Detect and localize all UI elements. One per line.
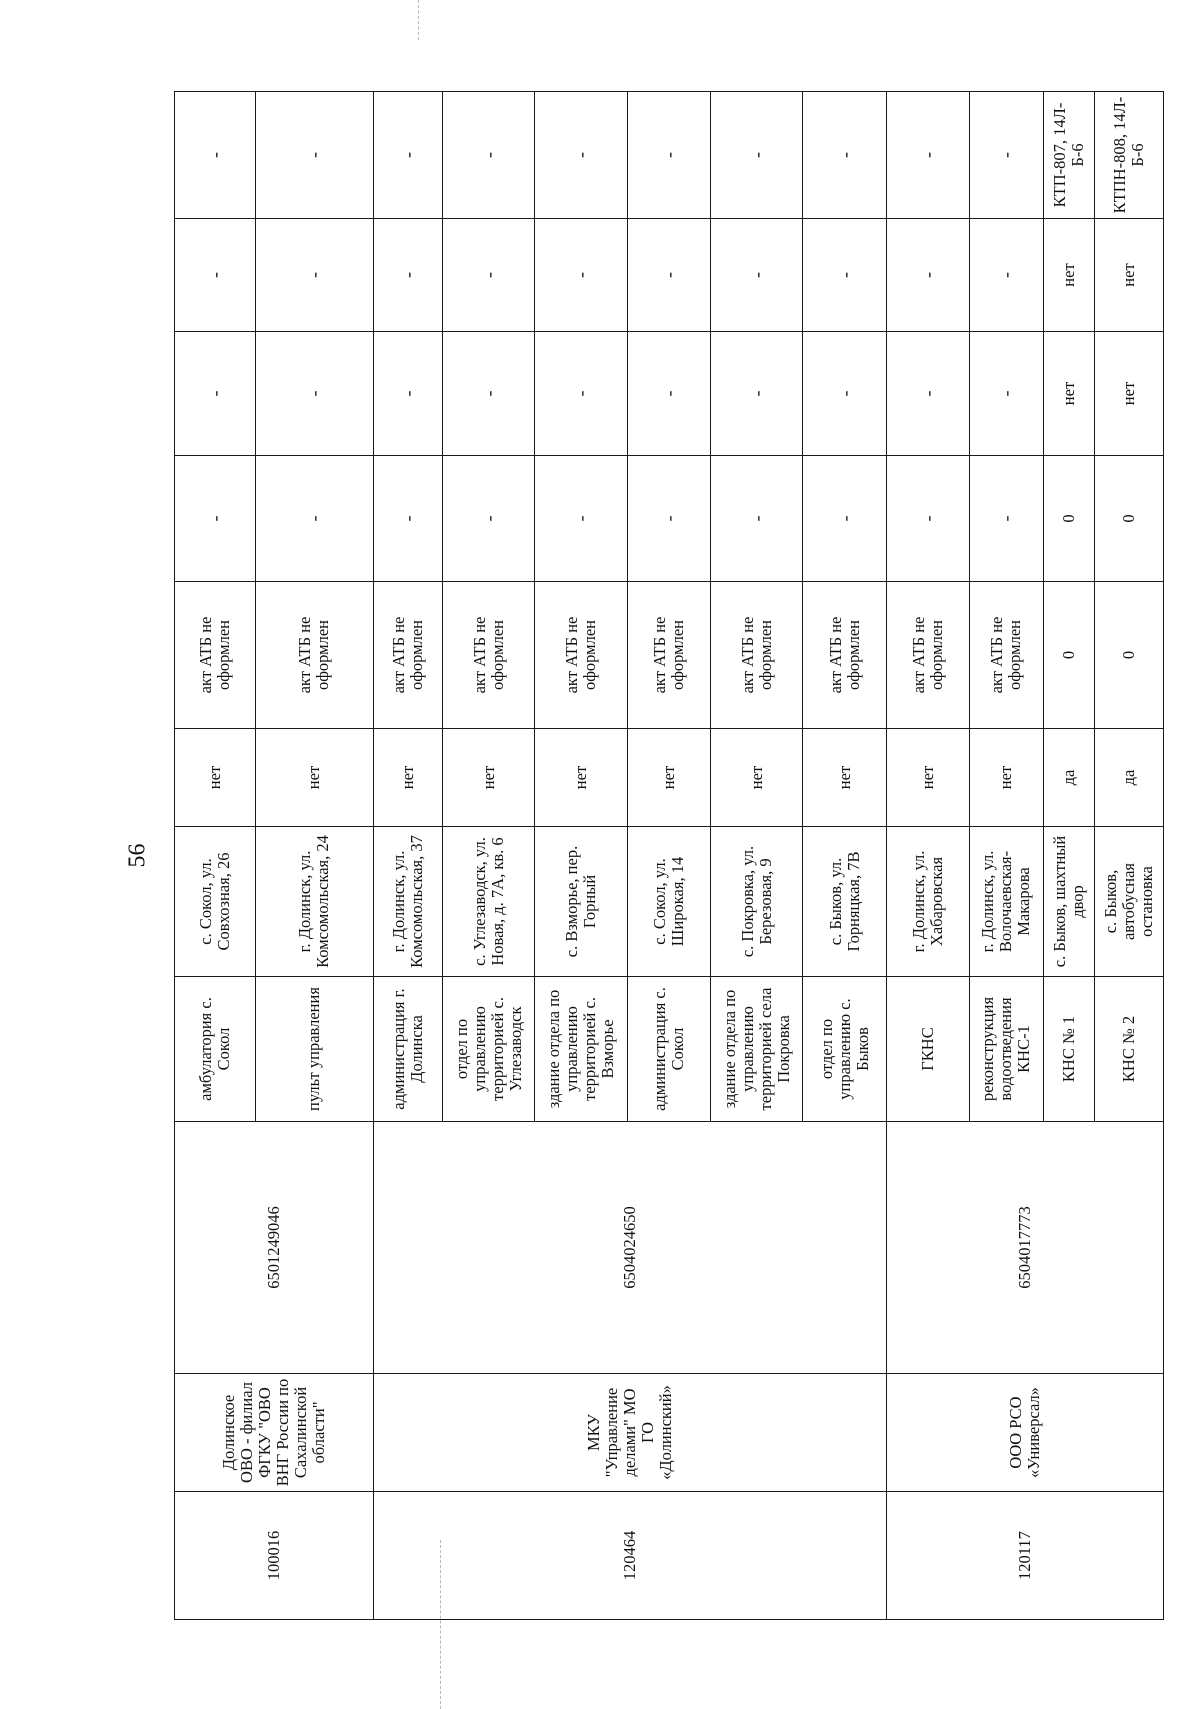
flag-cell: нет [255, 729, 373, 827]
value-cell: - [443, 92, 535, 219]
value-cell: нет [1043, 219, 1094, 332]
value-cell: - [627, 332, 710, 456]
value-cell: - [175, 456, 256, 582]
value-cell: - [886, 332, 969, 456]
value-cell: - [175, 92, 256, 219]
value-cell: - [886, 92, 969, 219]
act-cell: 0 [1094, 582, 1163, 729]
flag-cell: нет [175, 729, 256, 827]
act-cell: акт АТБ не оформлен [373, 582, 442, 729]
object-cell: здание отдела по управлению территорией села Покровка [711, 977, 803, 1122]
value-cell: - [373, 92, 442, 219]
value-cell: - [373, 332, 442, 456]
value-cell: - [627, 456, 710, 582]
flag-cell: нет [535, 729, 627, 827]
act-cell: акт АТБ не оформлен [443, 582, 535, 729]
address-cell: с. Покровка, ул. Березовая, 9 [711, 827, 803, 977]
value-cell: - [711, 219, 803, 332]
value-cell: - [803, 219, 886, 332]
value-cell: - [627, 219, 710, 332]
act-cell: акт АТБ не оформлен [175, 582, 256, 729]
object-cell: отдел по управлению с. Быков [803, 977, 886, 1122]
value-cell: - [443, 332, 535, 456]
data-table [174, 91, 1164, 1620]
rotated-table-sheet [174, 92, 1164, 1620]
scan-artifact-line [418, 0, 419, 40]
value-cell: - [255, 332, 373, 456]
address-cell: г. Долинск, ул. Комсомольская, 24 [255, 827, 373, 977]
table-row [373, 92, 442, 1620]
value-cell: - [443, 456, 535, 582]
value-cell: КТПН-808, 14Л-Б-6 [1094, 92, 1163, 219]
value-cell: - [535, 456, 627, 582]
value-cell: - [803, 332, 886, 456]
address-cell: с. Быков, шахтный двор [1043, 827, 1094, 977]
flag-cell: нет [711, 729, 803, 827]
flag-cell: нет [373, 729, 442, 827]
value-cell: - [886, 219, 969, 332]
table-row [886, 92, 969, 1620]
act-cell: акт АТБ не оформлен [627, 582, 710, 729]
org-cell: Долинское ОВО - филиал ФГКУ "ОВО ВНГ России по Сахалинской области" [175, 1374, 374, 1492]
flag-cell: да [1094, 729, 1163, 827]
value-cell: - [711, 456, 803, 582]
act-cell: акт АТБ не оформлен [255, 582, 373, 729]
value-cell: - [969, 92, 1043, 219]
value-cell: - [627, 92, 710, 219]
value-cell: - [969, 456, 1043, 582]
object-cell: реконструкция водоотведения КНС-1 [969, 977, 1043, 1122]
value-cell: - [535, 92, 627, 219]
value-cell: - [373, 456, 442, 582]
value-cell: - [255, 456, 373, 582]
flag-cell: нет [803, 729, 886, 827]
flag-cell: нет [443, 729, 535, 827]
value-cell: 0 [1094, 456, 1163, 582]
value-cell: - [711, 92, 803, 219]
address-cell: с. Быков, ул. Горняцкая, 7В [803, 827, 886, 977]
org-cell: МКУ "Управление делами" МО ГО «Долинский» [373, 1374, 886, 1492]
flag-cell: нет [969, 729, 1043, 827]
code-cell: 120464 [373, 1492, 886, 1620]
object-cell: отдел по управлению территорией с. Углезаводск [443, 977, 535, 1122]
address-cell: с. Быков, автобусная остановка [1094, 827, 1163, 977]
flag-cell: да [1043, 729, 1094, 827]
value-cell: - [175, 219, 256, 332]
value-cell: КТП-807, 14Л-Б-6 [1043, 92, 1094, 219]
inn-cell: 6504017773 [886, 1122, 1163, 1374]
value-cell: - [969, 219, 1043, 332]
address-cell: с. Сокол, ул. Совхозная, 26 [175, 827, 256, 977]
object-cell: администрация с. Сокол [627, 977, 710, 1122]
act-cell: акт АТБ не оформлен [886, 582, 969, 729]
value-cell: - [711, 332, 803, 456]
value-cell: - [443, 219, 535, 332]
value-cell: - [535, 219, 627, 332]
value-cell: - [255, 92, 373, 219]
object-cell: администрация г. Долинска [373, 977, 442, 1122]
flag-cell: нет [627, 729, 710, 827]
address-cell: с. Сокол, ул. Широкая, 14 [627, 827, 710, 977]
act-cell: 0 [1043, 582, 1094, 729]
value-cell: - [803, 456, 886, 582]
value-cell: - [175, 332, 256, 456]
object-cell: амбулатория с. Сокол [175, 977, 256, 1122]
act-cell: акт АТБ не оформлен [803, 582, 886, 729]
address-cell: с. Взморье, пер. Горный [535, 827, 627, 977]
object-cell: КНС № 1 [1043, 977, 1094, 1122]
inn-cell: 6504024650 [373, 1122, 886, 1374]
address-cell: г. Долинск, ул. Хабаровская [886, 827, 969, 977]
value-cell: нет [1094, 219, 1163, 332]
act-cell: акт АТБ не оформлен [969, 582, 1043, 729]
address-cell: с. Углезаводск, ул. Новая, д. 7А, кв. 6 [443, 827, 535, 977]
code-cell: 100016 [175, 1492, 374, 1620]
value-cell: - [255, 219, 373, 332]
value-cell: - [803, 92, 886, 219]
address-cell: г. Долинск, ул. Комсомольская, 37 [373, 827, 442, 977]
object-cell: КНС № 2 [1094, 977, 1163, 1122]
object-cell: пульт управления [255, 977, 373, 1122]
value-cell: - [535, 332, 627, 456]
act-cell: акт АТБ не оформлен [535, 582, 627, 729]
value-cell: нет [1043, 332, 1094, 456]
value-cell: 0 [1043, 456, 1094, 582]
value-cell: - [373, 219, 442, 332]
object-cell: ГКНС [886, 977, 969, 1122]
inn-cell: 6501249046 [175, 1122, 374, 1374]
value-cell: - [886, 456, 969, 582]
value-cell: нет [1094, 332, 1163, 456]
org-cell: ООО РСО «Универсал» [886, 1374, 1163, 1492]
flag-cell: нет [886, 729, 969, 827]
table-row [175, 92, 256, 1620]
address-cell: г. Долинск, ул. Волочаевская-Макарова [969, 827, 1043, 977]
value-cell: - [969, 332, 1043, 456]
act-cell: акт АТБ не оформлен [711, 582, 803, 729]
object-cell: здание отдела по управлению территорией с. Взморье [535, 977, 627, 1122]
code-cell: 120117 [886, 1492, 1163, 1620]
page-number: 56 [124, 843, 151, 868]
